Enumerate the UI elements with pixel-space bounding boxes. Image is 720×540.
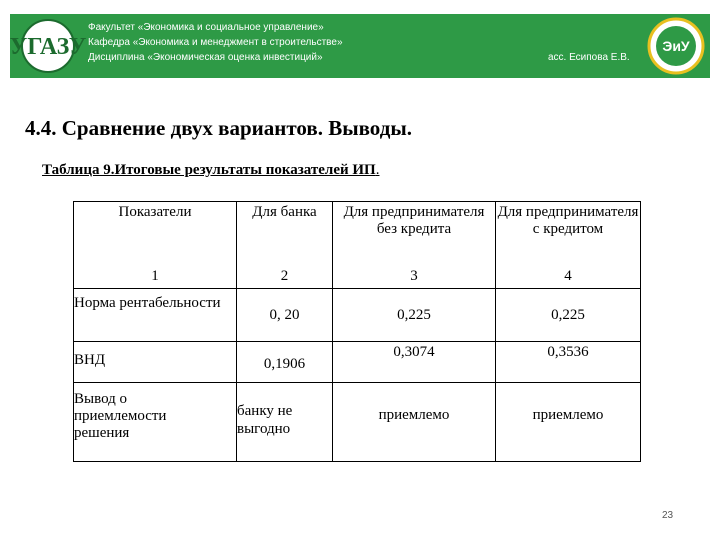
cell-value: приемлемо: [532, 407, 604, 423]
university-logo: [9, 18, 87, 74]
header-cell-no-credit: [333, 202, 496, 289]
header-cell-with-credit: [496, 202, 641, 289]
row-label: Вывод о приемлемости решения: [74, 391, 167, 441]
department-line: Кафедра «Экономика и менеджмент в строительстве»: [88, 37, 343, 48]
table-row: [74, 383, 641, 462]
cell-value: банку не выгодно: [237, 403, 293, 437]
logo-right-text: ЭиУ: [662, 38, 690, 54]
column-number: 4: [564, 268, 572, 284]
cell-value: 0,225: [551, 307, 585, 323]
column-number: 1: [151, 268, 159, 284]
cell-value: приемлемо: [378, 407, 450, 423]
slide-header: [10, 14, 710, 78]
page-number: 23: [662, 510, 674, 521]
row-label-cell: [74, 342, 237, 383]
value-cell: [496, 289, 641, 342]
value-cell: [333, 289, 496, 342]
value-cell: [237, 289, 333, 342]
header-label: Показатели: [118, 204, 192, 220]
row-label-cell: [74, 289, 237, 342]
logo-left-text: УГАЗУ: [9, 34, 87, 60]
header-cell-indicators: [74, 202, 237, 289]
faculty-line: Факультет «Экономика и социальное управление»: [88, 22, 324, 33]
row-label: Норма рентабельности: [74, 295, 221, 311]
author-name: асс. Есипова Е.В.: [548, 52, 630, 63]
table-row: [74, 289, 641, 342]
table-caption-text: Таблица 9.Итоговые результаты показателей ИП: [42, 162, 376, 178]
value-cell: [333, 342, 496, 383]
results-table: [73, 201, 641, 462]
value-cell: [496, 383, 641, 462]
cell-value: 0,1906: [263, 356, 306, 372]
value-cell: [496, 342, 641, 383]
column-number: 3: [410, 268, 418, 284]
cell-value: 0,3074: [393, 344, 435, 360]
row-label: ВНД: [74, 352, 106, 368]
table-caption: [42, 162, 379, 179]
header-lines: [88, 20, 343, 65]
header-label: Для предпринимателя без кредита: [343, 204, 485, 237]
cell-value: 0,3536: [547, 344, 589, 360]
table-row: [74, 342, 641, 383]
header-label: Для банка: [252, 204, 317, 220]
table-header-row: [74, 202, 641, 289]
row-label-cell: [74, 383, 237, 462]
header-cell-bank: [237, 202, 333, 289]
slide-title: 4.4. Сравнение двух вариантов. Выводы.: [25, 116, 412, 140]
table-caption-end: .: [375, 162, 380, 178]
cell-value: 0, 20: [269, 307, 300, 323]
value-cell: [237, 342, 333, 383]
column-number: 2: [280, 268, 289, 284]
value-cell: [333, 383, 496, 462]
cell-value: 0,225: [397, 307, 431, 323]
header-label: Для предпринимателя с кредитом: [497, 204, 639, 237]
faculty-logo: [646, 16, 706, 76]
value-cell: [237, 383, 333, 462]
discipline-line: Дисциплина «Экономическая оценка инвестиций»: [88, 52, 323, 63]
